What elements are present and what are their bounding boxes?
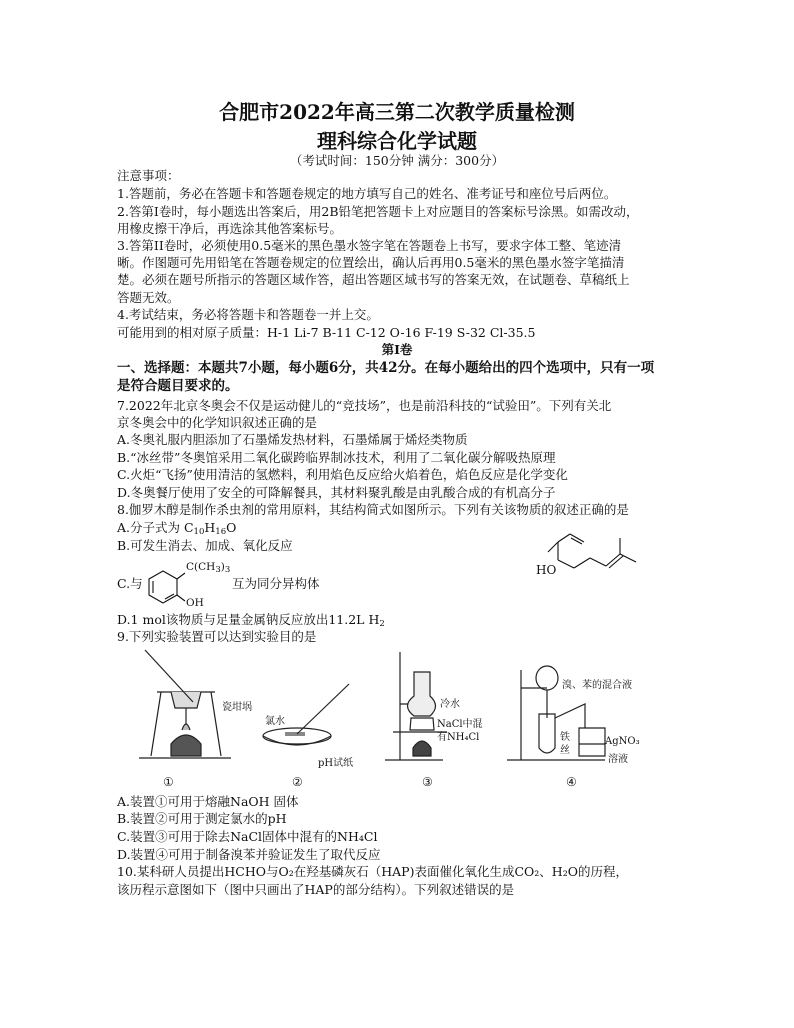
- note-3b: 晰。作图题可先用铅笔在答题卷规定的位置绘出，确认后再用0.5毫米的黑色墨水签字笔描清: [117, 255, 625, 270]
- q9-option-c: C.装置③可用于除去NaCl固体中混有的NH₄Cl: [117, 829, 378, 844]
- q8-option-d: D.1 mol该物质与足量金属钠反应放出11.2L $H_2$: [117, 612, 385, 629]
- notes-heading: 注意事项：: [117, 168, 180, 183]
- label-bromine-benzene: 溴、苯的混合液: [562, 680, 632, 691]
- q9-option-d: D.装置④可用于制备溴苯并验证发生了取代反应: [117, 847, 381, 862]
- q9-option-a: A.装置①可用于熔融NaOH 固体: [117, 794, 299, 809]
- tert-butyl-label: $C(CH_3)_3$: [186, 561, 231, 575]
- q7-stem-a: 7.2022年北京冬奥会不仅是运动健儿的“竞技场”，也是前沿科技的“试验田”。下列有关北: [117, 398, 612, 413]
- atomic-mass-list: 可能用到的相对原子质量：H-1 Li-7 B-11 C-12 O-16 F-19 S-32 Cl-35.5: [117, 325, 536, 340]
- q7-option-a: A.冬奥礼服内胆添加了石墨烯发热材料，石墨烯属于烯烃类物质: [117, 432, 468, 447]
- exam-title: 合肥市2022年高三第二次教学质量检测: [219, 100, 575, 124]
- caption-1: ①: [163, 775, 174, 789]
- oh-label: OH: [186, 597, 204, 609]
- note-2a: 2.答第I卷时，每小题选出答案后，用2B铅笔把答题卡上对应题目的答案标号涂黑。如需改动，: [117, 204, 639, 219]
- q10-stem-b: 该历程示意图如下（图中只画出了HAP的部分结构）。下列叙述错误的是: [117, 882, 515, 897]
- q8-option-a: A.分子式为 $C_{10}H_{16}O$: [117, 520, 237, 537]
- q9-option-b: B.装置②可用于测定氯水的pH: [117, 811, 287, 826]
- note-4: 4.考试结束，务必将答题卡和答题卷一并上交。: [117, 307, 379, 322]
- q8-option-b: B.可发生消去、加成、氧化反应: [117, 538, 293, 553]
- exam-info: （考试时间：150分钟 满分：300分）: [289, 153, 505, 168]
- section-intro-a: 一、选择题：本题共7小题，每小题6分，共42分。在每小题给出的四个选项中，只有一项: [117, 360, 655, 376]
- caption-2: ②: [292, 775, 303, 789]
- caption-4: ④: [566, 775, 577, 789]
- label-crucible: 瓷坩埚: [222, 702, 252, 713]
- ho-label: HO: [536, 563, 557, 577]
- q9-stem: 9.下列实验装置可以达到实验目的是: [117, 629, 317, 644]
- note-3d: 答题无效。: [117, 290, 180, 305]
- label-nacl-a: NaCl中混: [437, 719, 483, 730]
- q7-stem-b: 京冬奥会中的化学知识叙述正确的是: [117, 415, 318, 430]
- q7-option-d: D.冬奥餐厅使用了安全的可降解餐具，其材料聚乳酸是由乳酸合成的有机高分子: [117, 485, 556, 500]
- label-iron-b: 丝: [560, 745, 570, 756]
- q7-option-b: B.“冰丝带”冬奥馆采用二氧化碳跨临界制冰技术，利用了二氧化碳分解吸热原理: [117, 450, 556, 465]
- note-1: 1.答题前，务必在答题卡和答题卷规定的地方填写自己的姓名、准考证号和座位号后两位。: [117, 186, 617, 201]
- label-ph-paper: pH试纸: [318, 758, 354, 769]
- note-3c: 楚。必须在题号所指示的答题区域作答，超出答题区域书写的答案无效，在试题卷、草稿纸上: [117, 272, 630, 287]
- q8-option-c-prefix: C.与: [117, 576, 143, 591]
- label-agno3-b: 溶液: [608, 754, 628, 765]
- exam-subtitle: 理科综合化学试题: [317, 129, 477, 153]
- label-agno3-a: AgNO₃: [605, 736, 640, 747]
- note-2b: 用橡皮擦干净后，再选涂其他答案标号。: [117, 221, 343, 236]
- section-intro-b: 是符合题目要求的。: [117, 378, 239, 394]
- label-nacl-b: 有NH₄Cl: [437, 732, 480, 743]
- label-chlorine-water: 氯水: [265, 716, 285, 727]
- q10-stem-a: 10.某科研人员提出HCHO与O₂在羟基磷灰石（HAP)表面催化氧化生成CO₂、H₂O的历程，: [117, 864, 628, 879]
- note-3a: 3.答第II卷时，必须使用0.5毫米的黑色墨水签字笔在答题卷上书写，要求字体工整、笔迹清: [117, 238, 622, 253]
- q7-option-c: C.火炬“飞扬”使用清洁的氢燃料，利用焰色反应给火焰着色，焰色反应是化学变化: [117, 467, 568, 482]
- label-iron-a: 铁: [560, 732, 570, 743]
- section-title: 第I卷: [381, 342, 413, 357]
- q8-stem: 8.伽罗木醇是制作杀虫剂的常用原料，其结构简式如图所示。下列有关该物质的叙述正确的是: [117, 502, 629, 517]
- label-cold-water: 冷水: [440, 699, 460, 710]
- caption-3: ③: [422, 775, 433, 789]
- q8-option-c-suffix: 互为同分异构体: [232, 576, 320, 591]
